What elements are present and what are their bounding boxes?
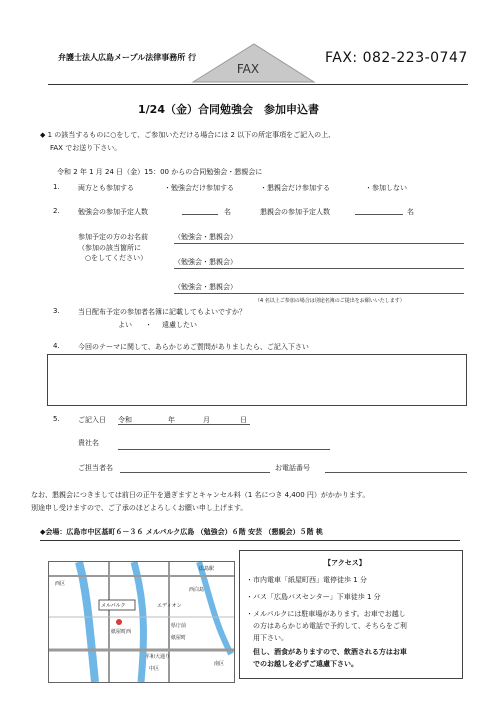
access-item-tram: ・市内電車「紙屋町西」電停徒歩 1 分 — [246, 576, 367, 584]
q4-number: 4. — [53, 342, 60, 350]
page-title: 1/24（金）合同勉強会 参加申込書 — [138, 103, 319, 116]
access-item-bus: ・バス「広島バスセンター」下車徒歩 1 分 — [246, 593, 381, 601]
q5-month: 月 — [203, 416, 210, 424]
q2-names-label: 参加予定の方のお名前 — [78, 233, 148, 241]
map-label-hiroshima-station: 広島駅 — [199, 566, 215, 572]
q4-text: 今回のテーマに関して、あらかじめご質問がありましたら、ご記入下さい — [78, 343, 309, 351]
access-box — [239, 550, 463, 679]
header-divider — [48, 84, 468, 85]
venue-map — [48, 561, 235, 683]
access-title: 【アクセス】 — [324, 559, 366, 567]
map-label-nishihakushima: 西白島 — [189, 587, 205, 593]
map-label-melparque: メルパルク — [101, 603, 126, 609]
access-warning1: 但し、酒食がありますので、飲酒される方はお車 — [246, 648, 407, 656]
q2-name2-field[interactable] — [174, 268, 464, 269]
q2-name2-tag[interactable]: （勉強会・懇親会） — [174, 258, 237, 266]
q5-date-label: ご記入日 — [78, 416, 106, 424]
map-label-kamiyacho: 紙屋町 — [171, 635, 187, 641]
q5-year: 年 — [168, 416, 175, 424]
map-drawing — [49, 562, 234, 682]
intro-line2: FAX でお送り下さい。 — [50, 144, 122, 152]
fax-label: FAX — [236, 62, 260, 76]
venue-info: ◆会場：広島市中区基町６－３６ メルパルク広島 （勉強会）６階 安芸 （懇親会）５階 桃 — [40, 528, 323, 536]
venue-divider — [40, 540, 460, 541]
q5-number: 5. — [53, 415, 60, 423]
q2-name3-tag[interactable]: （勉強会・懇親会） — [174, 283, 237, 291]
q2-party-unit: 名 — [407, 208, 414, 216]
access-item-parking3: 用下さい。 — [246, 634, 288, 642]
q2-name1-tag[interactable]: （勉強会・懇親会） — [174, 233, 237, 241]
notice-line2: 別途申し受けますので、ご了承のほどよろしくお願い申し上げます。 — [31, 504, 248, 512]
map-label-heiwa-odori: 平和大通り — [145, 654, 171, 660]
q2-number: 2. — [53, 207, 60, 215]
q2-study-unit: 名 — [224, 208, 231, 216]
q5-company-label: 貴社名 — [78, 439, 99, 447]
q3-option-no[interactable]: 遠慮したい — [162, 321, 197, 329]
q2-overflow-note: （4 名以上ご参加の場合は別途名簿のご提出をお願いいたします） — [255, 298, 405, 304]
map-label-edion: エディオン — [157, 603, 182, 609]
intro-line1: ◆ 1 の該当するものに○をして、ご参加いただける場合には 2 以下の所定事項をご記入の上、 — [40, 131, 336, 139]
map-label-nishi-ku: 西区 — [55, 581, 66, 587]
q5-phone-label: お電話番号 — [275, 464, 310, 472]
sender-name: 弁護士法人広島メープル法律事務所 行 — [58, 53, 197, 62]
q2-study-count-field[interactable] — [182, 214, 218, 215]
q5-date-field[interactable] — [118, 424, 250, 425]
q5-company-field[interactable] — [118, 449, 330, 450]
q3-option-yes[interactable]: よい — [118, 321, 132, 329]
q3-text: 当日配布予定の参加者名簿に記載してもよいですか？ — [78, 308, 246, 316]
q2-study-label: 勉強会の参加予定人数 — [78, 208, 148, 216]
q2-name3-field[interactable] — [174, 293, 464, 294]
q1-option-party[interactable]: ・懇親会だけ参加する — [260, 184, 330, 192]
q1-option-none[interactable]: ・参加しない — [365, 184, 407, 192]
q5-era: 令和 — [118, 416, 132, 424]
q2-name1-field[interactable] — [174, 243, 464, 244]
q3-separator: ・ — [145, 321, 152, 329]
q5-day: 日 — [240, 416, 247, 424]
q1-intro: 令和 2 年 1 月 24 日（金）15：00 からの合同勉強会・懇親会に — [57, 168, 263, 176]
q1-option-study[interactable]: ・勉強会だけ参加する — [164, 184, 234, 192]
q5-phone-field[interactable] — [325, 472, 467, 473]
map-label-kamiyacho-nishi: 紙屋町西 — [111, 629, 132, 635]
q3-number: 3. — [53, 307, 60, 315]
access-item-parking2: の方はあらかじめ電話で予約して、そちらをご利 — [246, 622, 407, 630]
fax-number: FAX: 082-223-0747 — [325, 50, 468, 66]
map-label-naka-ku: 中区 — [149, 666, 160, 672]
q1-number: 1. — [53, 183, 60, 191]
map-label-kenchomae: 県庁前 — [171, 623, 187, 629]
q2-names-note1: （参加の該当箇所に — [78, 244, 141, 252]
q2-party-count-field[interactable] — [355, 214, 403, 215]
access-warning2: でのお越しを必ずご遠慮下さい。 — [246, 660, 358, 668]
q5-person-label: ご担当者名 — [78, 464, 113, 472]
q1-option-both[interactable]: 両方とも参加する — [78, 184, 134, 192]
q2-party-label: 懇親会の参加予定人数 — [260, 208, 330, 216]
q2-names-note2: ○をしてください） — [85, 254, 148, 262]
access-item-parking1: ・メルパルクには駐車場があります。お車でお越し — [246, 610, 406, 618]
notice-line1: なお、懇親会につきましては前日の正午を過ぎますとキャンセル料（1 名につき 4,400 円）がかかります。 — [31, 491, 370, 499]
q5-person-field[interactable] — [120, 472, 270, 473]
q4-question-box[interactable] — [47, 354, 467, 406]
map-label-minami-ku: 南区 — [214, 661, 225, 667]
